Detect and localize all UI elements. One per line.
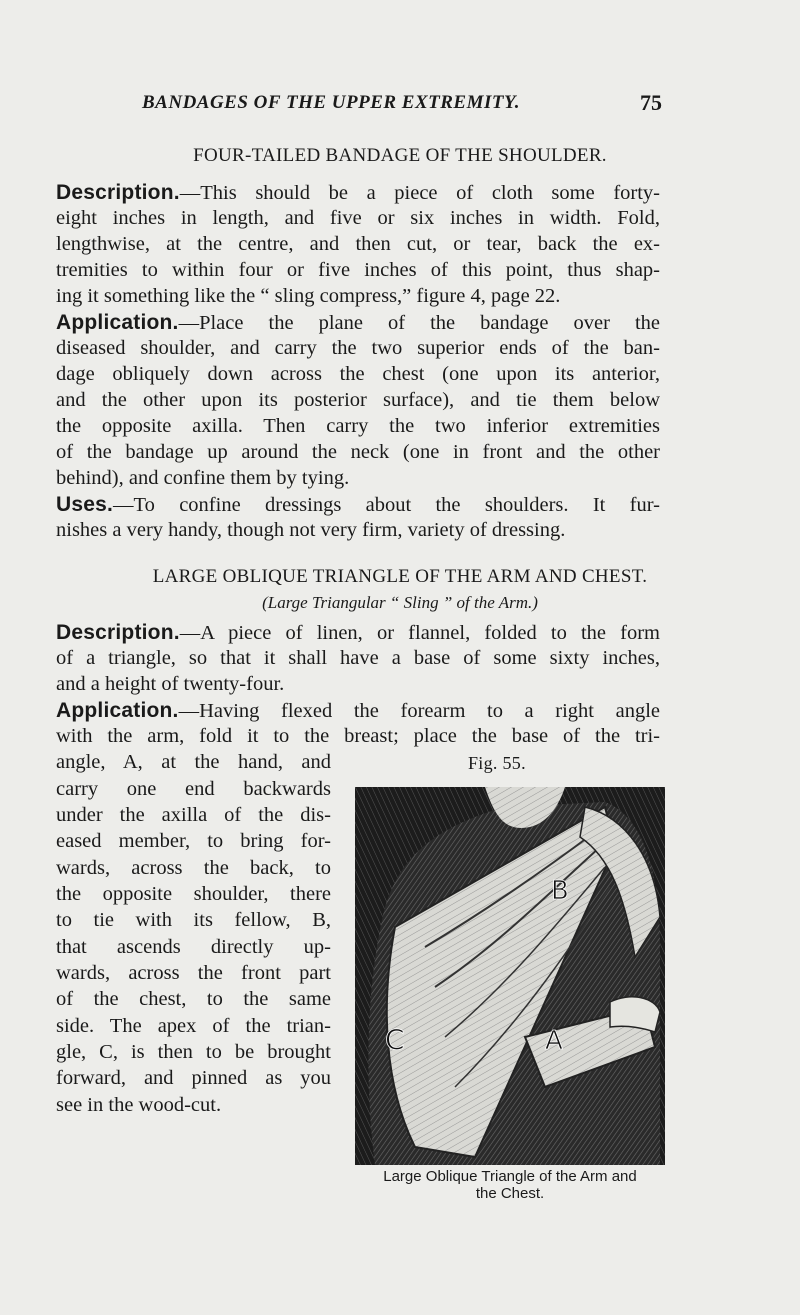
text-line: angle, A, at the hand, and <box>56 751 331 773</box>
text-line: tremities to within four or five inches of this point, thus shap- <box>56 259 660 281</box>
text-line: side. The apex of the trian- <box>56 1015 331 1037</box>
woodcut-illustration <box>355 787 665 1165</box>
text-line: eight inches in length, and five or six inches in width. Fold, <box>56 207 660 229</box>
application-lead: Application. <box>56 311 179 334</box>
uses-lead: Uses. <box>56 493 114 516</box>
section-heading-four-tailed: FOUR-TAILED BANDAGE OF THE SHOULDER. <box>193 145 607 166</box>
page-number: 75 <box>640 90 662 115</box>
description-lead: Description. <box>56 621 180 644</box>
caption-line-1: Large Oblique Triangle of the Arm and <box>383 1168 637 1185</box>
uses-paragraph <box>56 493 660 517</box>
description-paragraph-2 <box>56 621 660 645</box>
text-line: —To confine dressings about the shoulders. It fur- <box>113 494 660 516</box>
text-line: with the arm, fold it to the breast; place the base of the tri- <box>56 725 660 747</box>
text-line: behind), and confine them by tying. <box>56 467 350 489</box>
letter-a: A <box>545 1026 563 1056</box>
text-line: and a height of twenty-four. <box>56 673 285 695</box>
description-paragraph-1 <box>56 181 660 205</box>
hand-shape <box>610 997 660 1032</box>
description-lead: Description. <box>56 181 180 204</box>
text-line: wards, across the front part <box>56 962 331 984</box>
letter-b: B <box>551 876 569 906</box>
text-line: to tie with its fellow, B, <box>56 909 331 931</box>
running-head-title: BANDAGES OF THE UPPER EXTREMITY. <box>142 92 520 113</box>
text-line: eased member, to bring for- <box>56 830 331 852</box>
text-line: wards, across the back, to <box>56 857 331 879</box>
section-heading-oblique-triangle: LARGE OBLIQUE TRIANGLE OF THE ARM AND CHEST. <box>152 566 648 587</box>
text-line: ing it something like the “ sling compress,” figure 4, page 22. <box>56 285 561 307</box>
text-line: and the other upon its posterior surface), and tie them below <box>56 389 660 411</box>
figure-caption <box>350 1168 670 1202</box>
text-line: carry one end backwards <box>56 778 331 800</box>
text-line: dage obliquely down across the chest (one upon its anterior, <box>56 363 660 385</box>
text-line: the opposite shoulder, there <box>56 883 331 905</box>
text-line: nishes a very handy, though not very firm, variety of dressing. <box>56 519 566 541</box>
text-line: lengthwise, at the centre, and then cut, or tear, back the ex- <box>56 233 660 255</box>
text-line: see in the wood-cut. <box>56 1094 222 1116</box>
text-line: —Place the plane of the bandage over the <box>178 312 660 334</box>
text-line: of the chest, to the same <box>56 988 331 1010</box>
figure-label: Fig. 55. <box>468 753 526 773</box>
text-line: gle, C, is then to be brought <box>56 1041 331 1063</box>
text-line: forward, and pinned as you <box>56 1067 331 1089</box>
text-line: —A piece of linen, or flannel, folded to the form <box>179 622 660 644</box>
application-paragraph-1 <box>56 311 660 335</box>
application-paragraph-2 <box>56 699 660 723</box>
text-line: —Having flexed the forearm to a right angle <box>178 700 660 722</box>
text-line: diseased shoulder, and carry the two superior ends of the ban- <box>56 337 660 359</box>
application-lead: Application. <box>56 699 179 722</box>
caption-line-2: the Chest. <box>475 1185 545 1202</box>
text-line: —This should be a piece of cloth some forty- <box>179 182 660 204</box>
text-line: under the axilla of the dis- <box>56 804 331 826</box>
text-line: the opposite axilla. Then carry the two inferior extremities <box>56 415 660 437</box>
text-line: of the bandage up around the neck (one in front and the other <box>56 441 660 463</box>
text-line: of a triangle, so that it shall have a base of some sixty inches, <box>56 647 660 669</box>
section-subheading: (Large Triangular “ Sling ” of the Arm.) <box>262 593 538 612</box>
letter-c: C <box>385 1023 405 1056</box>
text-line: that ascends directly up- <box>56 936 331 958</box>
